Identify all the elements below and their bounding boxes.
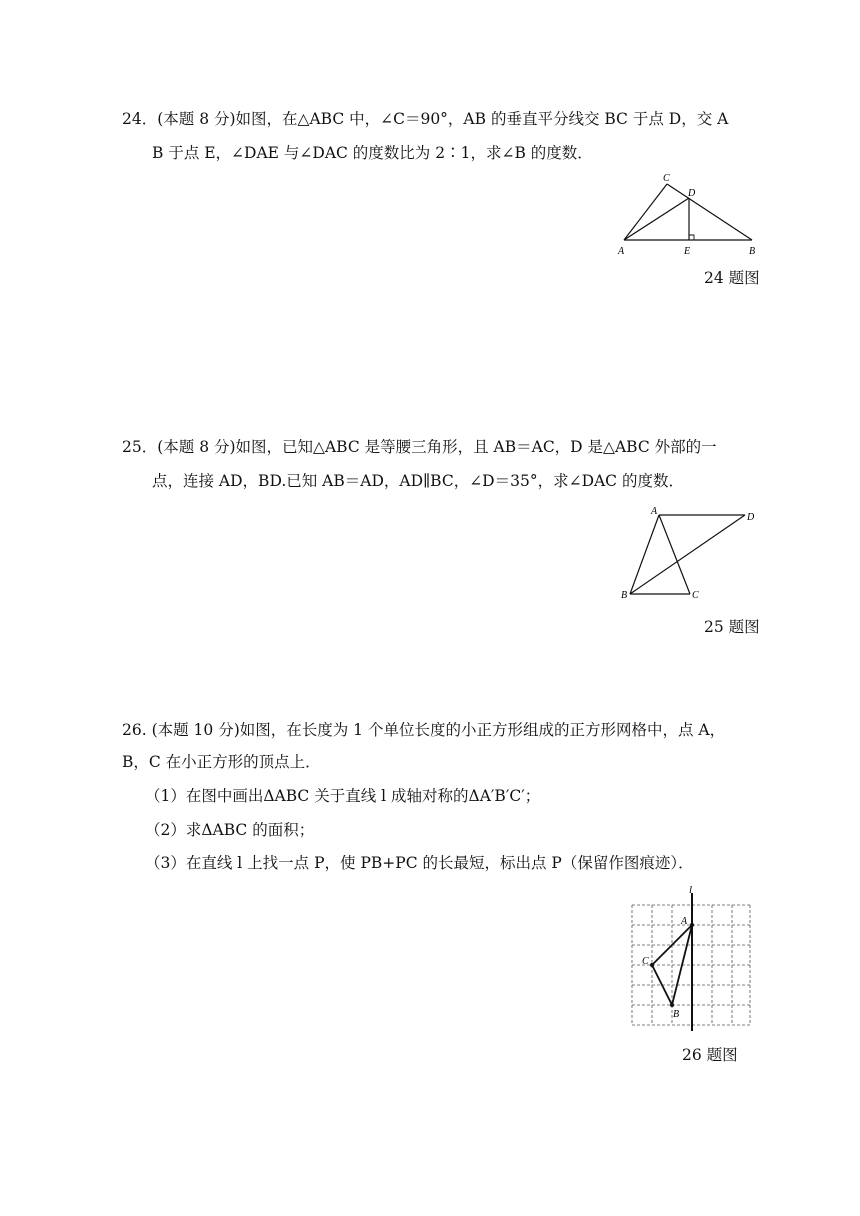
q26-text-line-2: B，C 在小正方形的顶点上．	[122, 753, 321, 771]
q25-label-c: C	[692, 590, 699, 601]
q24-text-line-1: 24．(本题 8 分)如图，在△ABC 中，∠C＝90°，AB 的垂直平分线交 BC 于点 D，交 A	[122, 110, 729, 128]
q24-text-line-2: B 于点 E，∠DAE 与∠DAC 的度数比为 2∶1，求∠B 的度数．	[152, 144, 593, 162]
q26-point-b	[670, 1003, 674, 1007]
q26-label-c: C	[642, 956, 649, 967]
q24-label-b: B	[749, 246, 756, 257]
q26-subquestion-3: （3）在直线 l 上找一点 P，使 PB+PC 的长最短，标出点 P（保留作图痕迹）．	[145, 854, 694, 872]
q25-label-d: D	[747, 512, 755, 523]
q24-label-c: C	[663, 173, 670, 184]
q24-right-angle-mark	[689, 235, 694, 240]
q26-point-a	[690, 923, 694, 927]
q24-figure	[610, 170, 770, 262]
q25-segment-bd	[630, 515, 745, 594]
q24-label-d: D	[688, 188, 696, 199]
q24-segment-ad	[624, 198, 689, 240]
q26-point-c	[650, 963, 654, 967]
q25-figure	[615, 500, 770, 605]
q26-subquestion-1: （1）在图中画出ΔABC 关于直线 l 成轴对称的ΔA′B′C′；	[145, 787, 541, 805]
q26-figure	[620, 885, 760, 1035]
q25-label-b: B	[621, 590, 628, 601]
q25-text-line-1: 25．(本题 8 分)如图，已知△ABC 是等腰三角形，且 AB＝AC，D 是△ABC 外部的一	[122, 438, 717, 456]
q24-segment-ac	[624, 184, 667, 240]
q26-text-line-1: 26. (本题 10 分)如图，在长度为 1 个单位长度的小正方形组成的正方形网格中，点 A，	[122, 721, 726, 739]
q24-label-e: E	[684, 246, 691, 257]
q24-label-a: A	[618, 246, 625, 257]
q26-label-l: l	[689, 884, 693, 896]
q26-label-b: B	[673, 1009, 680, 1020]
q25-segment-ab	[630, 515, 659, 594]
q26-subquestion-2: （2）求ΔABC 的面积；	[145, 821, 315, 839]
q24-segment-cb	[667, 184, 752, 240]
q25-segment-ac	[659, 515, 690, 594]
q26-caption: 26 题图	[682, 1046, 738, 1064]
q24-caption: 24 题图	[704, 269, 760, 287]
q26-label-a: A	[681, 916, 688, 927]
q25-label-a: A	[651, 506, 658, 517]
q25-caption: 25 题图	[704, 618, 760, 636]
q25-text-line-2: 点，连接 AD，BD.已知 AB＝AD，AD∥BC，∠D＝35°，求∠DAC 的度数．	[152, 472, 684, 490]
